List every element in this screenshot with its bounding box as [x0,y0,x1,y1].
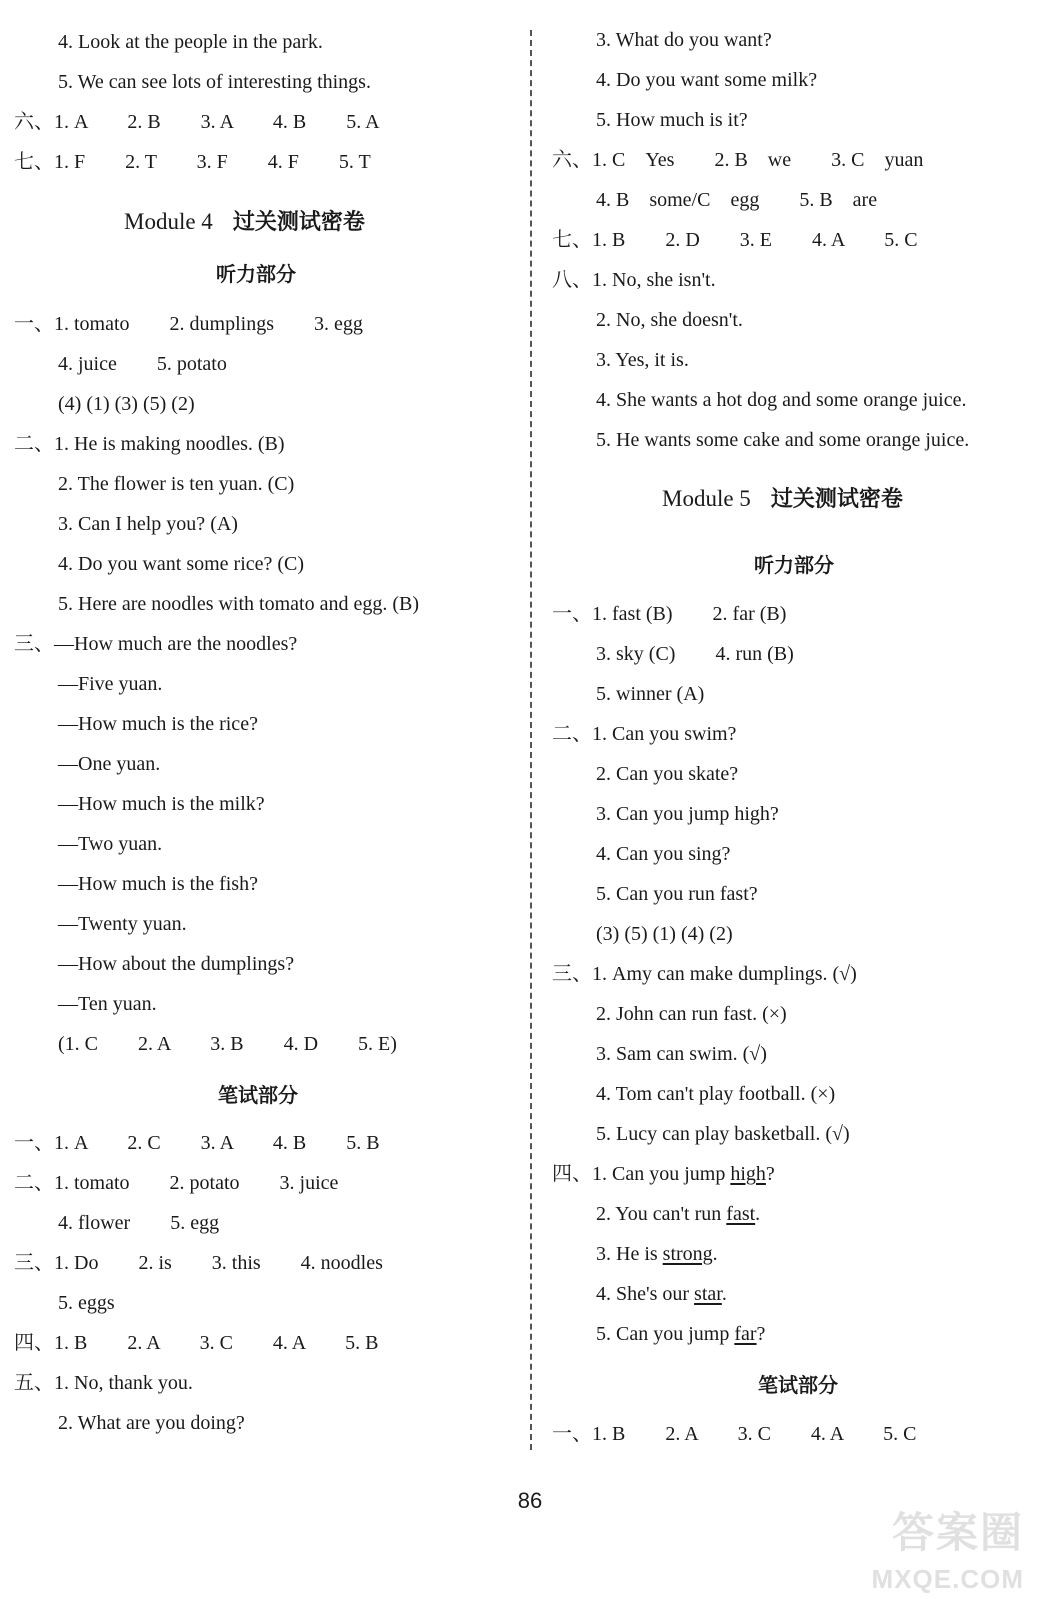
answer-row [596,1202,760,1226]
underlined-word: far [734,1323,757,1345]
answer-row: 2. Can you skate? [596,763,739,785]
answer-row: 3. Yes, it is. [596,349,689,371]
answer-row: 二、1. He is making noodles. (B) [14,433,285,455]
sentence-text: 四、1. Can you jump [552,1163,726,1185]
answer-row: 5. winner (A) [596,683,705,705]
module-subtitle: 过关测试密卷 [232,210,365,235]
answer-row: 2. What are you doing? [58,1412,245,1434]
answer-row: 2. No, she doesn't. [596,309,743,331]
answer-row: 5. eggs [58,1292,115,1314]
answer-row: 5. Here are noodles with tomato and egg. (B) [58,593,420,615]
answer-row: 六、1. A 2. B 3. A 4. B 5. A [14,111,380,133]
underlined-word: fast [726,1203,756,1225]
answer-row [596,1282,727,1306]
answer-row: 4. Tom can't play football. (×) [596,1083,836,1105]
answer-row: 八、1. No, she isn't. [552,269,716,291]
answer-row: 4. juice 5. potato [58,353,227,375]
answer-row: 5. Can you run fast? [596,883,758,905]
answer-row: (3) (5) (1) (4) (2) [596,923,733,945]
sentence-text: 2. You can't run [596,1203,722,1225]
answer-row: (1. C 2. A 3. B 4. D 5. E) [58,1033,397,1055]
punctuation: . [712,1243,718,1265]
answer-row: 2. John can run fast. (×) [596,1003,787,1025]
answer-row: 3. sky (C) 4. run (B) [596,643,794,665]
sentence-text: 3. He is [596,1243,658,1265]
answer-row: 一、1. tomato 2. dumplings 3. egg [14,313,363,335]
answer-row [596,1322,765,1346]
answer-row: 七、1. F 2. T 3. F 4. F 5. T [14,151,371,173]
answer-row: 一、1. B 2. A 3. C 4. A 5. C [552,1423,917,1445]
answer-row: 4. B some/C egg 5. B are [596,189,878,211]
answer-row: 一、1. A 2. C 3. A 4. B 5. B [14,1132,380,1154]
answer-row: 2. The flower is ten yuan. (C) [58,473,295,495]
underlined-word: high [730,1163,766,1185]
column-divider [530,30,532,1450]
answer-row: 5. He wants some cake and some orange juice. [596,429,970,451]
dialogue-line: —How much is the milk? [58,793,265,815]
dialogue-line: 三、—How much are the noodles? [14,633,298,655]
answer-row: 四、1. B 2. A 3. C 4. A 5. B [14,1332,379,1354]
answer-row: 4. Do you want some milk? [596,69,818,91]
watermark-logo [844,1500,1034,1595]
answer-row [596,1242,718,1266]
answer-row: 六、1. C Yes 2. B we 3. C yuan [552,149,924,171]
module-heading [124,208,365,237]
answer-row: 七、1. B 2. D 3. E 4. A 5. C [552,229,918,251]
answer-row: 4. flower 5. egg [58,1212,220,1234]
answer-row: 二、1. Can you swim? [552,723,737,745]
answer-row: 4. Do you want some rice? (C) [58,553,305,575]
sentence-text: 5. Can you jump [596,1323,730,1345]
sentence-text: 4. She's our [596,1283,690,1305]
watermark-bottom: MXQE.COM [871,1564,1024,1594]
answer-row: 4. She wants a hot dog and some orange juice. [596,389,967,411]
dialogue-line: —Ten yuan. [58,993,157,1015]
text-line: 5. We can see lots of interesting things. [58,71,371,93]
dialogue-line: —Five yuan. [58,673,163,695]
page-number: 86 [517,1488,543,1513]
module-title: Module 4 [124,209,213,234]
underlined-word: star [694,1283,722,1305]
answer-row: 三、1. Amy can make dumplings. (√) [552,963,857,985]
answer-row: 5. Lucy can play basketball. (√) [596,1123,850,1145]
dialogue-line: —Two yuan. [58,833,163,855]
answer-row: 3. Can you jump high? [596,803,779,825]
answer-row: 3. Sam can swim. (√) [596,1043,767,1065]
text-line: 4. Look at the people in the park. [58,31,323,53]
answer-row: 3. Can I help you? (A) [58,513,238,535]
dialogue-line: —Twenty yuan. [58,913,187,935]
answer-row: 5. How much is it? [596,109,748,131]
punctuation: . [721,1283,727,1305]
punctuation: . [755,1203,761,1225]
dialogue-line: —How much is the fish? [58,873,258,895]
section-heading: 笔试部分 [218,1083,298,1107]
section-heading: 听力部分 [216,262,296,286]
module-title: Module 5 [662,486,751,511]
answer-row: 一、1. fast (B) 2. far (B) [552,603,787,625]
punctuation: ? [765,1163,775,1185]
section-heading: 听力部分 [754,553,834,577]
answer-row: 三、1. Do 2. is 3. this 4. noodles [14,1252,383,1274]
dialogue-line: —One yuan. [58,753,161,775]
underlined-word: strong [662,1243,713,1265]
punctuation: ? [756,1323,766,1345]
dialogue-line: —How much is the rice? [58,713,258,735]
answer-row: 3. What do you want? [596,29,772,51]
watermark-top: 答案圈 [891,1508,1024,1557]
module-heading [662,485,903,514]
answer-row: (4) (1) (3) (5) (2) [58,393,195,415]
dialogue-line: —How about the dumplings? [58,953,295,975]
answer-row: 4. Can you sing? [596,843,731,865]
section-heading: 笔试部分 [758,1373,838,1397]
answer-row: 二、1. tomato 2. potato 3. juice [14,1172,339,1194]
answer-row [552,1162,775,1186]
module-subtitle: 过关测试密卷 [770,487,903,512]
answer-row: 五、1. No, thank you. [14,1372,193,1394]
